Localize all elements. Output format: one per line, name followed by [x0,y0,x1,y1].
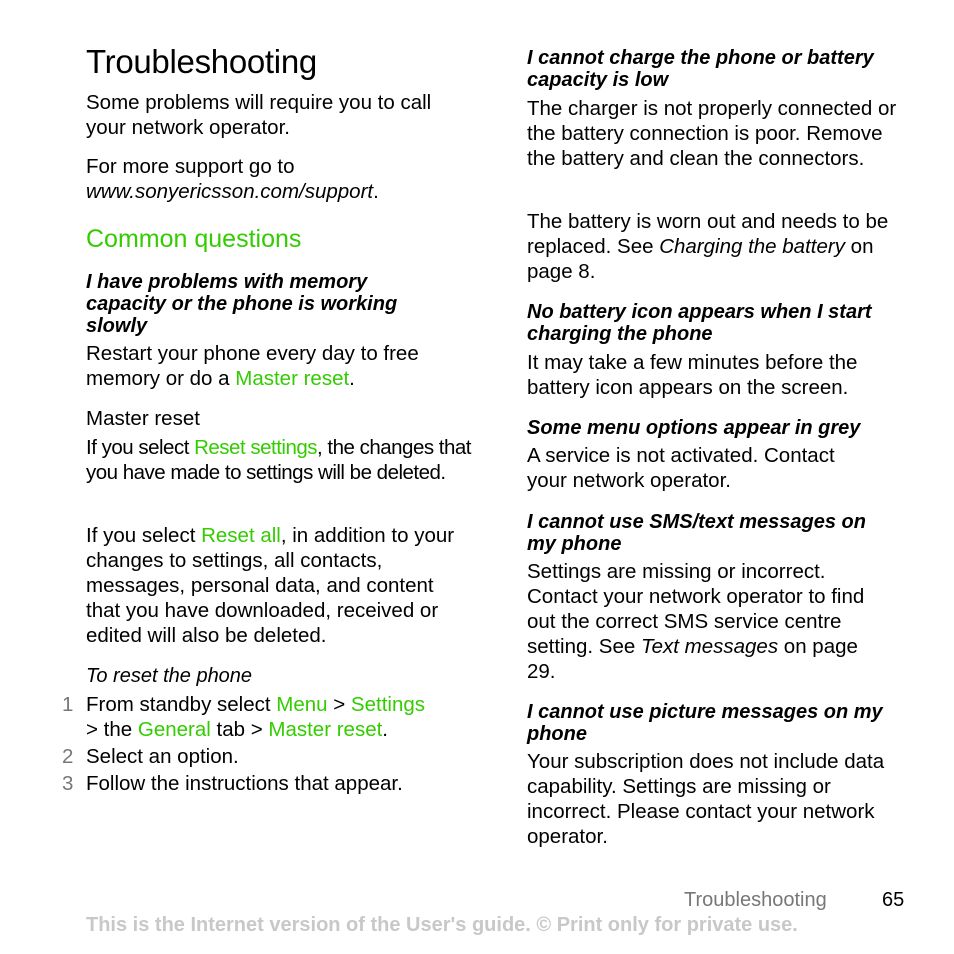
step-number: 1 [62,693,74,716]
section-heading: Common questions [86,225,302,253]
reset-settings-link[interactable]: Reset settings [194,436,317,459]
reset-settings-suffix: , the changes that you have made to settings will be deleted. [86,436,471,484]
answer-sms [527,559,872,684]
step-number: 3 [62,772,74,795]
question-charge: I cannot charge the phone or battery capacity is low [527,47,874,91]
answer-sms-suffix: on page 29. [527,635,858,683]
support-suffix: . [373,180,379,203]
answer-sms-text: Settings are missing or incorrect. Contact your network operator to find out the correct SMS service centre setting. See [527,560,865,658]
general-link[interactable]: General [137,718,211,741]
answer-grey-menu: A service is not activated. Contact your network operator. [527,444,835,492]
step-3 [62,771,403,796]
answer-memory-suffix: . [349,367,355,390]
answer-charge-2-text: The battery is worn out and needs to be replaced. See [527,210,889,258]
intro-text: Some problems will require you to call your network operator. [86,91,432,139]
question-picture-messages: I cannot use picture messages on my phone [527,701,883,745]
master-reset-link[interactable]: Master reset [235,367,350,390]
answer-picture-messages: Your subscription does not include data capability. Settings are missing or incorrect. Please contact your network operator. [527,750,885,848]
charging-battery-reference: Charging the battery [659,235,845,258]
answer-battery-icon: It may take a few minutes before the battery icon appears on the screen. [527,351,858,399]
answer-memory-text: Restart your phone every day to free memory or do a [86,342,419,390]
footer-section-name: Troubleshooting [684,889,827,911]
master-reset-menu-link[interactable]: Master reset [268,718,383,741]
reset-all-prefix: If you select [86,524,202,547]
answer-memory [86,341,461,391]
step-2 [62,744,239,769]
step-number: 2 [62,745,74,768]
reset-all-link[interactable]: Reset all [201,524,281,547]
page-number: 65 [882,889,905,911]
reset-all-paragraph [86,523,471,648]
page-title: Troubleshooting [86,43,317,80]
support-prefix: For more support go to [86,155,295,178]
reset-settings-prefix: If you select [86,436,195,459]
master-reset-heading: Master reset [86,407,200,430]
step-1 [62,692,461,742]
step-text: Select an option. [86,745,239,768]
settings-link[interactable]: Settings [350,693,425,716]
question-sms: I cannot use SMS/text messages on my phone [527,511,866,555]
question-memory: I have problems with memory capacity or the phone is working slowly [86,271,398,337]
answer-charge-2-suffix: on page 8. [527,235,874,283]
answer-charge-2 [527,209,907,284]
step-text: tab > [210,718,269,741]
step-text: From standby select [86,693,277,716]
support-paragraph [86,154,471,204]
answer-charge-1: The charger is not properly connected or the battery connection is poor. Remove the battery and clean the connectors. [527,97,897,170]
step-text: > [327,693,351,716]
question-battery-icon: No battery icon appears when I start charging the phone [527,301,872,345]
step-text: Follow the instructions that appear. [86,772,403,795]
step-text: > the [86,718,138,741]
reset-all-suffix: , in addition to your changes to settings, all contacts, messages, personal data, and content that you have downloaded, received or edited will also be deleted. [86,524,455,647]
text-messages-reference: Text messages [640,635,779,658]
procedure-title: To reset the phone [86,665,253,687]
reset-settings-paragraph [86,435,471,485]
menu-link[interactable]: Menu [276,693,328,716]
footer-disclaimer: This is the Internet version of the User's guide. © Print only for private use. [86,914,798,936]
support-url[interactable]: www.sonyericsson.com/support [86,180,374,203]
step-text: . [382,718,388,741]
question-grey-menu: Some menu options appear in grey [527,417,861,439]
